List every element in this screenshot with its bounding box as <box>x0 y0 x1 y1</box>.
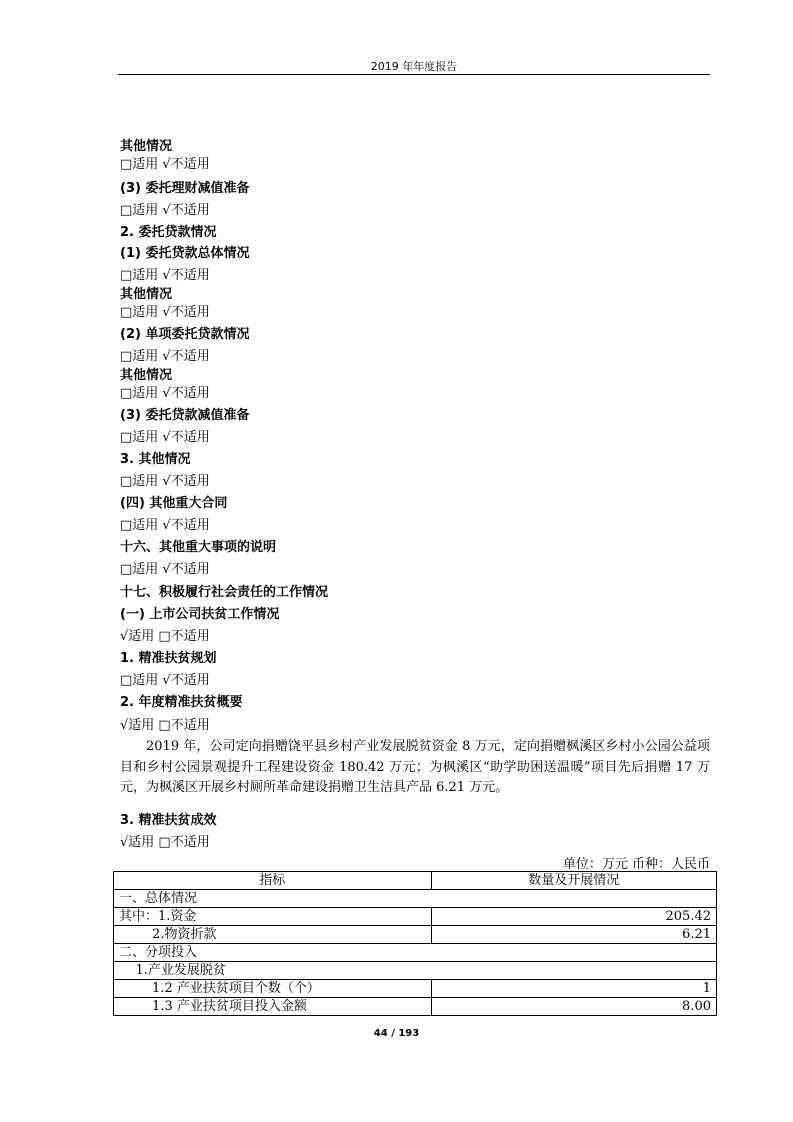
table-row <box>114 890 717 908</box>
poverty-summary-paragraph: 2019 年，公司定向捐赠饶平县乡村产业发展脱贫资金 8 万元，定向捐赠枫溪区乡村小公园公益项目和乡村公园景观提升工程建设资金 180.42 万元；为枫溪区“助学助困送温暖”项目先后捐赠 17 万元，为枫溪区开展乡村厕所革命建设捐赠卫生洁具产品 6.21 万元。 <box>120 739 710 795</box>
table-row <box>114 908 717 926</box>
applicability-line: □适用 √不适用 <box>120 203 210 218</box>
applicability-line: √适用 □不适用 <box>120 629 210 644</box>
section-heading: 十七、积极履行社会责任的工作情况 <box>120 585 329 600</box>
row-value: 6.21 <box>431 926 716 944</box>
table-row <box>114 926 717 944</box>
applicability-line: □适用 √不适用 <box>120 349 210 364</box>
applicability-line: √适用 □不适用 <box>120 718 210 733</box>
applicability-line: □适用 √不适用 <box>120 430 210 445</box>
table-row <box>114 980 717 998</box>
page-header: 2019 年年度报告 <box>370 60 458 73</box>
applicability-line: □适用 √不适用 <box>120 673 210 688</box>
page-number: 44 / 193 <box>373 1028 420 1039</box>
applicability-line: □适用 √不适用 <box>120 386 210 401</box>
applicability-line: □适用 √不适用 <box>120 474 210 489</box>
applicability-line: □适用 √不适用 <box>120 562 210 577</box>
section-heading: (3) 委托理财减值准备 <box>120 181 250 196</box>
poverty-results-table <box>113 871 717 1016</box>
section-heading: 其他情况 <box>120 287 173 302</box>
section-heading: 3. 精准扶贫成效 <box>120 813 217 828</box>
header-indicator: 指标 <box>114 872 432 890</box>
header-quantity: 数量及开展情况 <box>431 872 716 890</box>
applicability-line: □适用 √不适用 <box>120 305 210 320</box>
row-value: 205.42 <box>431 908 716 926</box>
row-label: 其中：1.资金 <box>114 908 432 926</box>
section-heading: (四) 其他重大合同 <box>120 496 228 511</box>
applicability-line: □适用 √不适用 <box>120 157 210 172</box>
row-label: 1.3 产业扶贫项目投入金额 <box>114 998 432 1016</box>
section-heading: (2) 单项委托贷款情况 <box>120 327 250 342</box>
header-rule <box>118 74 710 75</box>
section-heading: (3) 委托贷款减值准备 <box>120 408 250 423</box>
section-heading: 3. 其他情况 <box>120 452 191 467</box>
table-header-row <box>114 872 717 890</box>
row-label: 1.2 产业扶贫项目个数（个） <box>114 980 432 998</box>
table-row <box>114 944 717 962</box>
row-label: 二、分项投入 <box>114 944 717 962</box>
row-value: 1 <box>431 980 716 998</box>
row-label: 2.物资折款 <box>114 926 432 944</box>
section-heading: 其他情况 <box>120 139 173 154</box>
section-heading: (1) 委托贷款总体情况 <box>120 246 250 261</box>
section-heading: 十六、其他重大事项的说明 <box>120 540 277 555</box>
table-row <box>114 962 717 980</box>
table-row <box>114 998 717 1016</box>
section-heading: 其他情况 <box>120 368 173 383</box>
section-heading: 2. 委托贷款情况 <box>120 225 217 240</box>
section-heading: 1. 精准扶贫规划 <box>120 651 217 666</box>
unit-currency-line: 单位：万元 币种：人民币 <box>562 857 710 872</box>
applicability-line: √适用 □不适用 <box>120 835 210 850</box>
section-heading: 2. 年度精准扶贫概要 <box>120 695 243 710</box>
section-heading: (一) 上市公司扶贫工作情况 <box>120 607 280 622</box>
applicability-line: □适用 √不适用 <box>120 268 210 283</box>
applicability-line: □适用 √不适用 <box>120 518 210 533</box>
row-label: 一、总体情况 <box>114 890 717 908</box>
row-value: 8.00 <box>431 998 716 1016</box>
row-label: 1.产业发展脱贫 <box>114 962 717 980</box>
